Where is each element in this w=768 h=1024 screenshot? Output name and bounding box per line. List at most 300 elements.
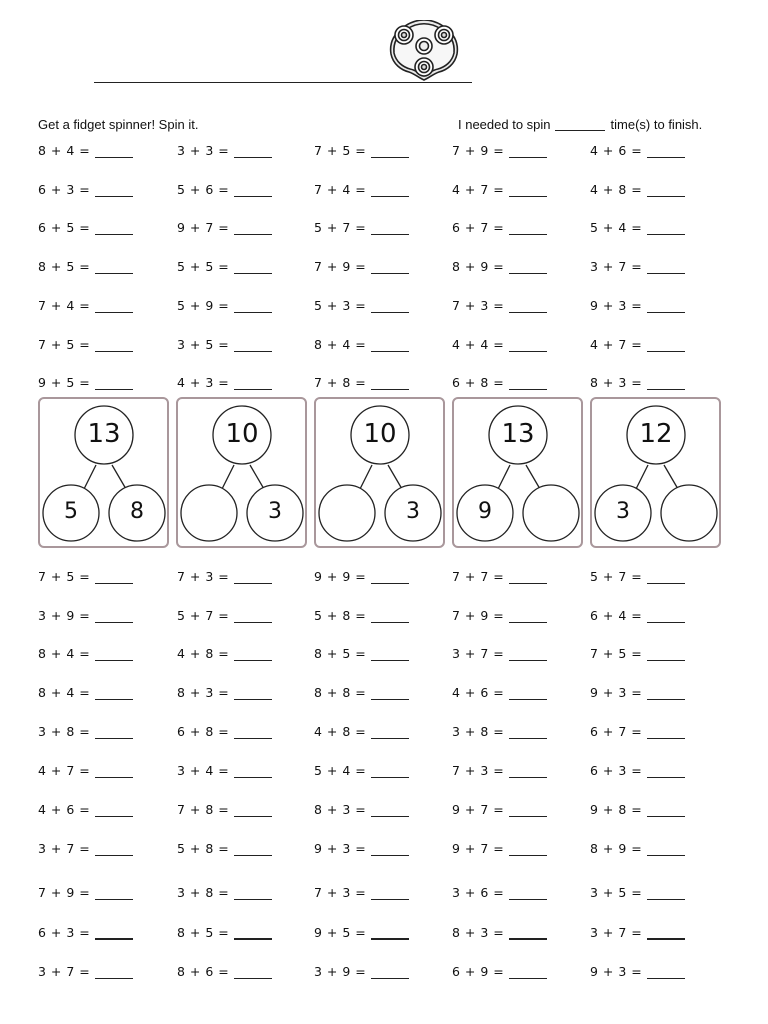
answer-blank[interactable]: [647, 966, 685, 979]
problem-expression: 7 + 9 =: [452, 143, 505, 158]
problem-expression: 5 + 8 =: [314, 608, 367, 623]
addition-problem: [452, 841, 572, 861]
addition-problem: [452, 885, 572, 905]
problem-expression: 9 + 7 =: [452, 841, 505, 856]
problem-expression: 3 + 7 =: [590, 259, 643, 274]
answer-blank[interactable]: [509, 648, 547, 661]
answer-blank[interactable]: [371, 222, 409, 235]
bond-part-right-number: 3: [268, 499, 282, 524]
problem-expression: 4 + 3 =: [177, 375, 230, 390]
addition-problem: [452, 569, 572, 589]
problem-row: [0, 569, 768, 589]
bond-part-right-circle[interactable]: [661, 485, 717, 541]
problem-expression: 7 + 4 =: [38, 298, 91, 313]
answer-blank[interactable]: [647, 571, 685, 584]
answer-blank[interactable]: [234, 804, 272, 817]
addition-problem: [314, 337, 434, 357]
answer-blank[interactable]: [234, 687, 272, 700]
answer-blank[interactable]: [234, 887, 272, 900]
problem-expression: 4 + 8 =: [314, 724, 367, 739]
bond-whole-number: 13: [501, 419, 535, 449]
problem-expression: 3 + 7 =: [38, 841, 91, 856]
answer-blank[interactable]: [234, 966, 272, 979]
bond-whole-number: 10: [363, 419, 397, 449]
addition-problem: [452, 646, 572, 666]
addition-problem: [590, 182, 710, 202]
bond-part-left-circle[interactable]: [319, 485, 375, 541]
addition-problem: [452, 724, 572, 744]
answer-blank[interactable]: [647, 765, 685, 778]
addition-problem: [38, 841, 158, 861]
problem-expression: 3 + 8 =: [177, 885, 230, 900]
answer-blank[interactable]: [234, 377, 272, 390]
addition-problem: [314, 925, 434, 945]
addition-problem: [177, 646, 297, 666]
addition-problem: [452, 964, 572, 984]
problem-expression: 9 + 7 =: [452, 802, 505, 817]
addition-problem: [38, 685, 158, 705]
answer-blank[interactable]: [95, 966, 133, 979]
bond-connector-line: [84, 465, 96, 489]
bond-connector-line: [222, 465, 234, 489]
addition-problem: [38, 182, 158, 202]
problem-expression: 5 + 7 =: [177, 608, 230, 623]
bond-whole-number: 12: [639, 419, 673, 449]
problem-expression: 7 + 9 =: [314, 259, 367, 274]
problem-expression: 8 + 3 =: [177, 685, 230, 700]
problem-expression: 9 + 9 =: [314, 569, 367, 584]
answer-blank[interactable]: [509, 926, 547, 940]
addition-problem: [590, 646, 710, 666]
answer-blank[interactable]: [95, 765, 133, 778]
problem-expression: 4 + 6 =: [590, 143, 643, 158]
problem-expression: 9 + 3 =: [590, 685, 643, 700]
answer-blank[interactable]: [95, 222, 133, 235]
problem-expression: 6 + 5 =: [38, 220, 91, 235]
answer-blank[interactable]: [509, 765, 547, 778]
problem-expression: 7 + 8 =: [314, 375, 367, 390]
problem-expression: 6 + 7 =: [590, 724, 643, 739]
fidget-spinner-icon: [387, 20, 461, 82]
bond-part-left-number: 9: [478, 499, 492, 524]
addition-problem: [177, 885, 297, 905]
addition-problem: [590, 925, 710, 945]
answer-blank[interactable]: [95, 687, 133, 700]
problem-expression: 4 + 4 =: [452, 337, 505, 352]
addition-problem: [590, 685, 710, 705]
addition-problem: [177, 259, 297, 279]
answer-blank[interactable]: [234, 843, 272, 856]
problem-expression: 3 + 7 =: [452, 646, 505, 661]
problem-expression: 7 + 3 =: [452, 763, 505, 778]
addition-problem: [314, 220, 434, 240]
answer-blank[interactable]: [647, 843, 685, 856]
answer-blank[interactable]: [371, 610, 409, 623]
answer-blank[interactable]: [95, 339, 133, 352]
answer-blank[interactable]: [95, 887, 133, 900]
answer-blank[interactable]: [234, 765, 272, 778]
addition-problem: [452, 337, 572, 357]
addition-problem: [452, 802, 572, 822]
bond-part-right-circle[interactable]: [523, 485, 579, 541]
addition-problem: [38, 925, 158, 945]
addition-problem: [314, 841, 434, 861]
problem-expression: 3 + 5 =: [177, 337, 230, 352]
problem-expression: 3 + 9 =: [314, 964, 367, 979]
problem-expression: 6 + 8 =: [177, 724, 230, 739]
addition-problem: [38, 724, 158, 744]
problem-expression: 8 + 4 =: [38, 646, 91, 661]
bond-whole-number: 10: [225, 419, 259, 449]
problem-row: [0, 885, 768, 905]
problem-expression: 8 + 4 =: [38, 143, 91, 158]
answer-blank[interactable]: [509, 145, 547, 158]
answer-blank[interactable]: [509, 966, 547, 979]
problem-expression: 6 + 7 =: [452, 220, 505, 235]
problem-expression: 8 + 3 =: [452, 925, 505, 940]
answer-blank[interactable]: [95, 926, 133, 940]
answer-blank[interactable]: [234, 184, 272, 197]
addition-problem: [38, 885, 158, 905]
answer-blank[interactable]: [371, 966, 409, 979]
answer-blank[interactable]: [234, 571, 272, 584]
problem-expression: 6 + 9 =: [452, 964, 505, 979]
problem-expression: 7 + 9 =: [38, 885, 91, 900]
answer-blank[interactable]: [509, 184, 547, 197]
addition-problem: [38, 763, 158, 783]
addition-problem: [314, 964, 434, 984]
problem-expression: 5 + 4 =: [314, 763, 367, 778]
bond-connector-line: [360, 465, 372, 489]
answer-blank[interactable]: [509, 610, 547, 623]
problem-expression: 3 + 5 =: [590, 885, 643, 900]
addition-problem: [452, 763, 572, 783]
problem-expression: 8 + 9 =: [590, 841, 643, 856]
answer-blank[interactable]: [234, 300, 272, 313]
addition-problem: [38, 298, 158, 318]
addition-problem: [177, 685, 297, 705]
problem-row: [0, 375, 768, 395]
bond-part-left-number: 3: [616, 499, 630, 524]
problem-expression: 7 + 3 =: [314, 885, 367, 900]
addition-problem: [314, 608, 434, 628]
problem-row: [0, 802, 768, 822]
problem-row: [0, 608, 768, 628]
problem-expression: 5 + 9 =: [177, 298, 230, 313]
problem-expression: 8 + 5 =: [314, 646, 367, 661]
answer-blank[interactable]: [647, 687, 685, 700]
problem-expression: 5 + 3 =: [314, 298, 367, 313]
answer-blank[interactable]: [647, 145, 685, 158]
answer-blank[interactable]: [371, 145, 409, 158]
answer-blank[interactable]: [647, 261, 685, 274]
problem-row: [0, 337, 768, 357]
addition-problem: [452, 259, 572, 279]
answer-blank[interactable]: [509, 804, 547, 817]
problem-expression: 3 + 7 =: [38, 964, 91, 979]
addition-problem: [452, 182, 572, 202]
problem-expression: 5 + 7 =: [314, 220, 367, 235]
problem-expression: 5 + 4 =: [590, 220, 643, 235]
addition-problem: [452, 220, 572, 240]
addition-problem: [177, 143, 297, 163]
problem-expression: 3 + 6 =: [452, 885, 505, 900]
problem-expression: 8 + 9 =: [452, 259, 505, 274]
addition-problem: [38, 646, 158, 666]
problem-expression: 9 + 5 =: [38, 375, 91, 390]
problem-expression: 9 + 3 =: [314, 841, 367, 856]
problem-row: [0, 724, 768, 744]
bond-part-left-number: 5: [64, 499, 78, 524]
answer-blank[interactable]: [509, 222, 547, 235]
addition-problem: [314, 724, 434, 744]
answer-blank[interactable]: [371, 687, 409, 700]
number-bond-card: [314, 397, 445, 548]
bond-connector-line: [526, 465, 540, 489]
addition-problem: [590, 220, 710, 240]
answer-blank[interactable]: [509, 887, 547, 900]
problem-expression: 5 + 5 =: [177, 259, 230, 274]
addition-problem: [38, 569, 158, 589]
answer-blank[interactable]: [509, 571, 547, 584]
problem-expression: 7 + 3 =: [177, 569, 230, 584]
problem-expression: 7 + 3 =: [452, 298, 505, 313]
problem-expression: 6 + 3 =: [38, 182, 91, 197]
answer-blank[interactable]: [95, 261, 133, 274]
addition-problem: [38, 375, 158, 395]
addition-problem: [177, 763, 297, 783]
addition-problem: [314, 802, 434, 822]
problem-row: [0, 143, 768, 163]
number-bond-card: [38, 397, 169, 548]
answer-blank[interactable]: [647, 648, 685, 661]
answer-blank[interactable]: [234, 610, 272, 623]
addition-problem: [590, 763, 710, 783]
spin-count-blank[interactable]: [555, 120, 605, 131]
addition-problem: [590, 298, 710, 318]
answer-blank[interactable]: [509, 300, 547, 313]
answer-blank[interactable]: [647, 610, 685, 623]
instruction-text: [38, 117, 198, 132]
problem-expression: 4 + 7 =: [38, 763, 91, 778]
answer-blank[interactable]: [234, 222, 272, 235]
addition-problem: [314, 885, 434, 905]
spin-count-text: [458, 117, 702, 132]
answer-blank[interactable]: [371, 887, 409, 900]
addition-problem: [177, 182, 297, 202]
addition-problem: [314, 763, 434, 783]
addition-problem: [452, 685, 572, 705]
addition-problem: [177, 569, 297, 589]
answer-blank[interactable]: [509, 687, 547, 700]
addition-problem: [38, 608, 158, 628]
problem-expression: 9 + 7 =: [177, 220, 230, 235]
addition-problem: [177, 964, 297, 984]
answer-blank[interactable]: [371, 926, 409, 940]
number-bond-card: [452, 397, 583, 548]
problem-expression: 7 + 5 =: [38, 337, 91, 352]
problem-expression: 3 + 8 =: [38, 724, 91, 739]
problem-expression: 3 + 4 =: [177, 763, 230, 778]
addition-problem: [38, 259, 158, 279]
problem-expression: 7 + 9 =: [452, 608, 505, 623]
answer-blank[interactable]: [509, 377, 547, 390]
addition-problem: [177, 220, 297, 240]
problem-row: [0, 646, 768, 666]
number-bond-card: [590, 397, 721, 548]
answer-blank[interactable]: [95, 843, 133, 856]
answer-blank[interactable]: [647, 726, 685, 739]
answer-blank[interactable]: [509, 843, 547, 856]
problem-expression: 7 + 8 =: [177, 802, 230, 817]
problem-expression: 4 + 8 =: [590, 182, 643, 197]
addition-problem: [590, 608, 710, 628]
problem-expression: 6 + 3 =: [38, 925, 91, 940]
bond-connector-line: [112, 465, 126, 489]
addition-problem: [590, 143, 710, 163]
problem-row: [0, 685, 768, 705]
problem-expression: 4 + 8 =: [177, 646, 230, 661]
addition-problem: [177, 802, 297, 822]
problem-expression: 3 + 7 =: [590, 925, 643, 940]
addition-problem: [314, 298, 434, 318]
answer-blank[interactable]: [95, 377, 133, 390]
problem-row: [0, 259, 768, 279]
addition-problem: [177, 337, 297, 357]
bond-connector-line: [498, 465, 510, 489]
problem-expression: 6 + 8 =: [452, 375, 505, 390]
problem-expression: 4 + 6 =: [38, 802, 91, 817]
answer-blank[interactable]: [95, 571, 133, 584]
bond-part-left-circle[interactable]: [181, 485, 237, 541]
problem-expression: 9 + 3 =: [590, 964, 643, 979]
answer-blank[interactable]: [95, 184, 133, 197]
answer-blank[interactable]: [509, 261, 547, 274]
answer-blank[interactable]: [647, 184, 685, 197]
addition-problem: [452, 925, 572, 945]
answer-blank[interactable]: [371, 765, 409, 778]
answer-blank[interactable]: [509, 339, 547, 352]
answer-blank[interactable]: [371, 726, 409, 739]
answer-blank[interactable]: [371, 843, 409, 856]
answer-blank[interactable]: [95, 145, 133, 158]
problem-expression: 3 + 8 =: [452, 724, 505, 739]
bond-part-right-number: 3: [406, 499, 420, 524]
addition-problem: [590, 337, 710, 357]
addition-problem: [590, 885, 710, 905]
problem-expression: 5 + 8 =: [177, 841, 230, 856]
problem-row: [0, 964, 768, 984]
answer-blank[interactable]: [509, 726, 547, 739]
problem-expression: 4 + 7 =: [452, 182, 505, 197]
answer-blank[interactable]: [647, 887, 685, 900]
answer-blank[interactable]: [95, 648, 133, 661]
problem-expression: 3 + 9 =: [38, 608, 91, 623]
problem-expression: 5 + 7 =: [590, 569, 643, 584]
answer-blank[interactable]: [95, 610, 133, 623]
answer-blank[interactable]: [95, 726, 133, 739]
answer-blank[interactable]: [647, 300, 685, 313]
problem-expression: 7 + 4 =: [314, 182, 367, 197]
addition-problem: [177, 724, 297, 744]
problem-expression: 3 + 3 =: [177, 143, 230, 158]
bond-connector-line: [250, 465, 264, 489]
addition-problem: [177, 608, 297, 628]
addition-problem: [314, 182, 434, 202]
addition-problem: [38, 964, 158, 984]
problem-expression: 7 + 5 =: [314, 143, 367, 158]
bond-connector-line: [388, 465, 402, 489]
problem-expression: 6 + 4 =: [590, 608, 643, 623]
answer-blank[interactable]: [647, 222, 685, 235]
answer-blank[interactable]: [234, 926, 272, 940]
answer-blank[interactable]: [647, 377, 685, 390]
problem-expression: 5 + 6 =: [177, 182, 230, 197]
addition-problem: [38, 802, 158, 822]
answer-blank[interactable]: [371, 300, 409, 313]
problem-expression: 8 + 3 =: [590, 375, 643, 390]
answer-blank[interactable]: [647, 339, 685, 352]
problem-expression: 8 + 4 =: [314, 337, 367, 352]
answer-blank[interactable]: [234, 339, 272, 352]
problem-expression: 8 + 5 =: [38, 259, 91, 274]
answer-blank[interactable]: [371, 261, 409, 274]
answer-blank[interactable]: [371, 804, 409, 817]
addition-problem: [590, 841, 710, 861]
problem-expression: 8 + 3 =: [314, 802, 367, 817]
answer-blank[interactable]: [234, 261, 272, 274]
problem-expression: 4 + 7 =: [590, 337, 643, 352]
problem-expression: 7 + 5 =: [590, 646, 643, 661]
problem-expression: 9 + 3 =: [590, 298, 643, 313]
answer-blank[interactable]: [371, 339, 409, 352]
instruction-label: Get a fidget spinner! Spin it.: [38, 117, 199, 132]
answer-blank[interactable]: [371, 648, 409, 661]
problem-row: [0, 220, 768, 240]
addition-problem: [452, 298, 572, 318]
name-line: [94, 82, 472, 83]
problem-expression: 8 + 6 =: [177, 964, 230, 979]
addition-problem: [314, 569, 434, 589]
problem-row: [0, 841, 768, 861]
answer-blank[interactable]: [95, 804, 133, 817]
bond-connector-line: [636, 465, 648, 489]
problem-expression: 9 + 5 =: [314, 925, 367, 940]
addition-problem: [590, 259, 710, 279]
answer-blank[interactable]: [371, 571, 409, 584]
addition-problem: [314, 143, 434, 163]
answer-blank[interactable]: [371, 184, 409, 197]
number-bond-card: [176, 397, 307, 548]
bond-connector-line: [664, 465, 678, 489]
addition-problem: [38, 337, 158, 357]
answer-blank[interactable]: [95, 300, 133, 313]
answer-blank[interactable]: [647, 926, 685, 940]
addition-problem: [590, 964, 710, 984]
answer-blank[interactable]: [371, 377, 409, 390]
addition-problem: [314, 685, 434, 705]
addition-problem: [452, 375, 572, 395]
problem-expression: 4 + 6 =: [452, 685, 505, 700]
answer-blank[interactable]: [234, 648, 272, 661]
problem-row: [0, 925, 768, 945]
answer-blank[interactable]: [234, 726, 272, 739]
problem-expression: 6 + 3 =: [590, 763, 643, 778]
addition-problem: [38, 143, 158, 163]
answer-blank[interactable]: [234, 145, 272, 158]
bond-whole-number: 13: [87, 419, 121, 449]
answer-blank[interactable]: [647, 804, 685, 817]
